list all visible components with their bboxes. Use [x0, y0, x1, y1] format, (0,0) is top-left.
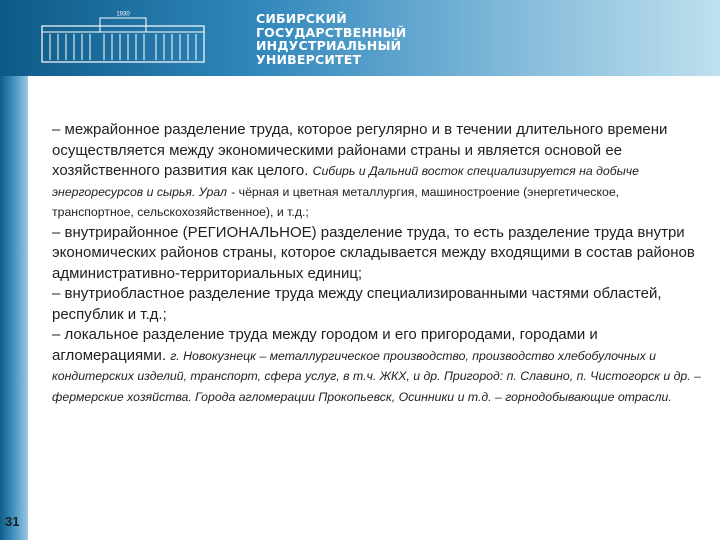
- university-name-line: УНИВЕРСИТЕТ: [256, 51, 362, 67]
- local-example-italic: г. Новокузнецк – металлургическое производство, производство хлебобулочных и кондитерских изделий, транспорт, сфера услуг, в т.ч. ЖКХ, и др. Пригород: п. Славино, п. Чистогорск и др. – фермерские хозяйства. Города агломерации Прокопьевск, Осинники и т.д. – горнодобывающие отрасли.: [52, 348, 701, 404]
- university-name-line: ИНДУСТРИАЛЬНЫЙ: [256, 38, 402, 53]
- interregional-example-italic: Сибирь и Дальний восток специализируется на добыче энергоресурсов и сырья. Урал: [52, 164, 639, 199]
- paragraph-intraregional: – внутрирайонное (РЕГИОНАЛЬНОЕ) разделение труда, то есть разделение труда внутри экономических районов страны, которое складывается между входящими в состав районов административно-территориальных единиц;: [52, 223, 695, 282]
- paragraph-interregional: [52, 120, 704, 223]
- slide-number: 31: [5, 514, 20, 529]
- left-accent-strip: [0, 0, 28, 540]
- local-text: – локальное разделение труда между городом и его пригородами, городами и агломерациями.: [52, 326, 598, 364]
- interregional-example-tail: - чёрная и цветная металлургия, машиностроение (энергетическое, транспортное, сельскохозяйственное), и т.д.;: [52, 184, 620, 219]
- logo-year: 1930: [116, 11, 130, 18]
- paragraph-intra-oblast: – внутриобластное разделение труда между специализированными частями областей, республик и т.д.;: [52, 285, 662, 323]
- header-banner: [0, 0, 720, 76]
- university-name: [256, 12, 406, 66]
- university-name-line: СИБИРСКИЙ: [256, 11, 347, 26]
- slide-body: [52, 120, 704, 407]
- university-building-logo: [38, 10, 208, 66]
- interregional-text: – межрайонное разделение труда, которое регулярно и в течении длительного времени осуществляется между экономическими районами страны и является основой ее хозяйственного развития как целого.: [52, 121, 668, 179]
- paragraph-local: [52, 325, 704, 407]
- university-name-line: ГОСУДАРСТВЕННЫЙ: [256, 24, 407, 40]
